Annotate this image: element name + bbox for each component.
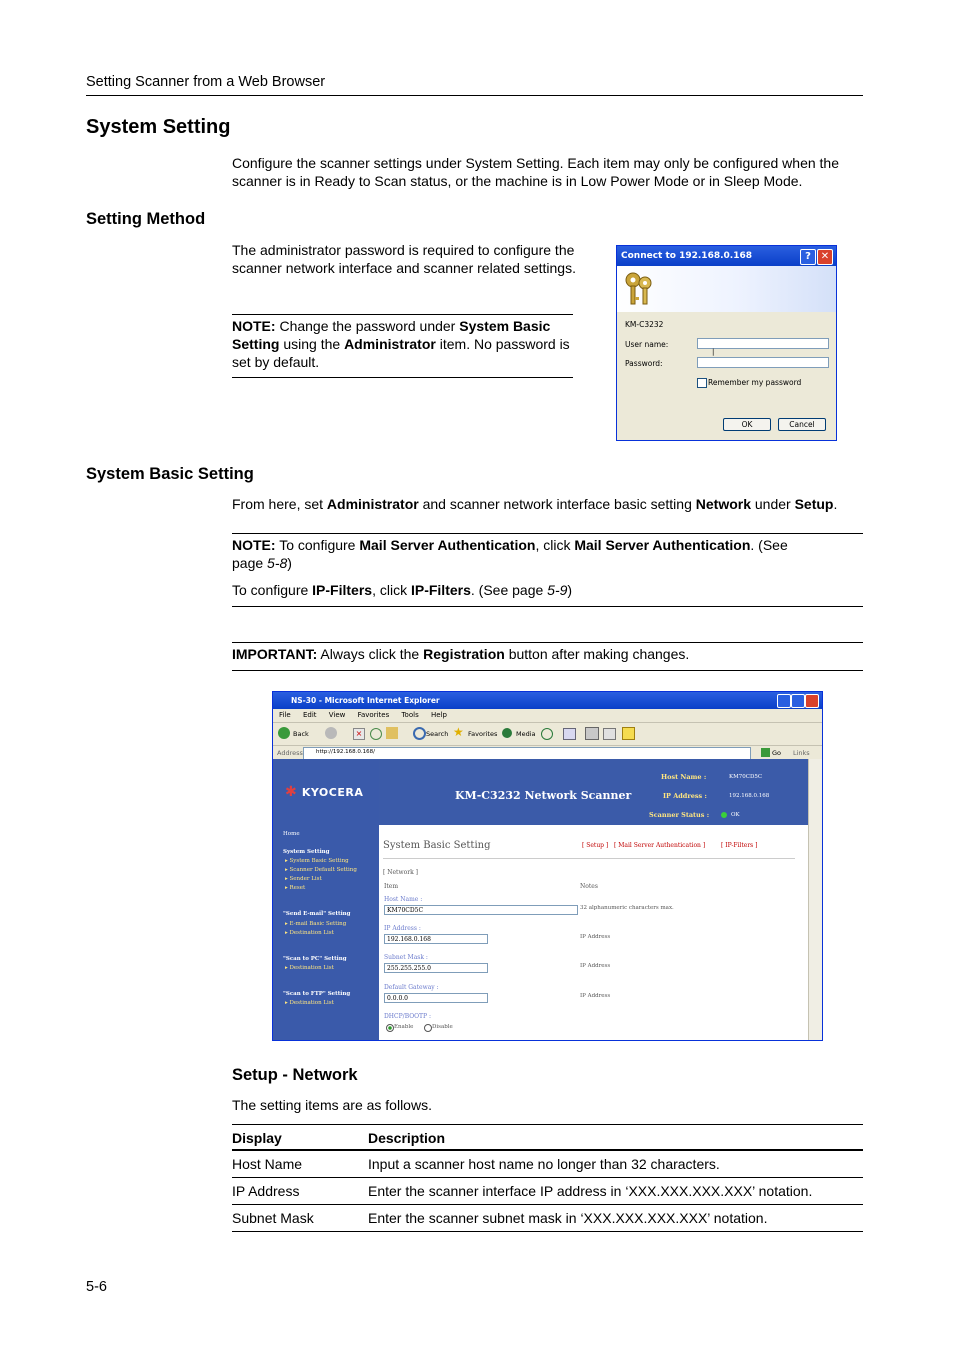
- browser-menubar: [273, 709, 822, 723]
- print-icon[interactable]: [585, 727, 599, 740]
- media-label[interactable]: Media: [516, 730, 536, 738]
- nav-scanner-default[interactable]: ▸ Scanner Default Setting: [285, 867, 357, 873]
- subnet-field-label: Subnet Mask :: [384, 954, 428, 961]
- history-icon[interactable]: [541, 728, 553, 740]
- table-cell-description: Enter the scanner subnet mask in ‘XXX.XXX.XXX.XXX’ notation.: [368, 1210, 768, 1226]
- nav-reset[interactable]: ▸ Reset: [285, 885, 306, 891]
- forward-icon[interactable]: [325, 727, 337, 739]
- cancel-button[interactable]: Cancel: [778, 418, 826, 431]
- system-basic-heading: System Basic Setting: [86, 465, 254, 483]
- dialog-title: Connect to 192.168.0.168: [621, 251, 752, 261]
- dialog-titlebar: [617, 246, 836, 266]
- address-label: Address: [277, 749, 303, 757]
- network-section-label: [ Network ]: [383, 869, 418, 876]
- nav-sidebar: [273, 759, 379, 1041]
- mail-icon[interactable]: [563, 728, 576, 740]
- host-name-label: Host Name :: [661, 773, 707, 781]
- table-row: [232, 1151, 863, 1178]
- gateway-input[interactable]: 0.0.0.0: [384, 993, 488, 1003]
- stop-icon[interactable]: ×: [353, 728, 365, 740]
- host-name-note: 32 alphanumeric characters max.: [580, 905, 674, 911]
- nav-email-basic[interactable]: ▸ E-mail Basic Setting: [285, 921, 347, 927]
- host-name-input[interactable]: KM70CD5C: [384, 905, 578, 915]
- setting-method-heading: Setting Method: [86, 210, 206, 228]
- scanner-status-value: OK: [731, 812, 740, 818]
- go-icon[interactable]: [761, 748, 770, 757]
- menu-tools[interactable]: Tools: [401, 711, 419, 719]
- search-label[interactable]: Search: [426, 730, 449, 738]
- keys-icon: [623, 271, 657, 307]
- close-icon[interactable]: [805, 694, 819, 708]
- header-rule: [86, 95, 863, 96]
- item-column-header: Item: [384, 883, 399, 890]
- column-header-description: Description: [368, 1130, 446, 1146]
- important-note: IMPORTANT: Always click the Registration button after making changes.: [232, 646, 690, 662]
- dhcp-enable-radio[interactable]: [386, 1024, 394, 1032]
- address-input[interactable]: http://192.168.0.168/: [303, 747, 751, 761]
- dialog-banner: [617, 266, 836, 312]
- notes-column-header: Notes: [580, 883, 598, 890]
- table-cell-description: Enter the scanner interface IP address in ‘XXX.XXX.XXX.XXX’ notation.: [368, 1183, 813, 1199]
- nav-ftp-destinations[interactable]: ▸ Destination List: [285, 1000, 334, 1006]
- ip-address-value: 192.168.0.168: [729, 793, 770, 799]
- important-rule-top: [232, 642, 863, 643]
- gateway-field-label: Default Gateway :: [384, 984, 439, 991]
- table-row: [232, 1178, 863, 1205]
- nav-scan-to-pc[interactable]: "Scan to PC" Setting: [283, 956, 347, 962]
- minimize-icon[interactable]: [777, 694, 791, 708]
- table-cell-display: Subnet Mask: [232, 1210, 314, 1226]
- ip-address-label: IP Address :: [663, 792, 707, 800]
- favorites-icon[interactable]: ★: [453, 725, 464, 739]
- tab-ip-filters[interactable]: [ IP-Filters ]: [721, 842, 758, 849]
- go-button[interactable]: Go: [772, 749, 782, 757]
- links-label[interactable]: Links: [793, 749, 810, 757]
- dhcp-disable-label: Disable: [432, 1024, 453, 1030]
- back-icon[interactable]: [278, 727, 290, 739]
- page-content: [381, 828, 807, 1041]
- table-cell-display: IP Address: [232, 1183, 300, 1199]
- nav-system-basic[interactable]: ▸ System Basic Setting: [285, 858, 349, 864]
- browser-window: [272, 691, 823, 1041]
- setting-method-note: NOTE: Change the password under System Basic Setting using the Administrator item. No password is set by default.: [232, 318, 570, 370]
- ip-field-label: IP Address :: [384, 925, 421, 932]
- nav-email-destinations[interactable]: ▸ Destination List: [285, 930, 334, 936]
- page-heading: System Basic Setting: [383, 840, 491, 851]
- search-icon[interactable]: [413, 727, 426, 740]
- menu-file[interactable]: File: [279, 711, 291, 719]
- table-header-row: [232, 1124, 863, 1151]
- menu-favorites[interactable]: Favorites: [357, 711, 390, 719]
- scanner-status-label: Scanner Status :: [649, 811, 710, 819]
- kyocera-logo: ✱ KYOCERA: [285, 784, 364, 800]
- menu-view[interactable]: View: [328, 711, 346, 719]
- login-dialog: [616, 245, 837, 441]
- ip-note: IP Address: [580, 934, 611, 940]
- browser-titlebar: [273, 692, 822, 709]
- gateway-note: IP Address: [580, 993, 611, 999]
- subnet-input[interactable]: 255.255.255.0: [384, 963, 488, 973]
- note-rule-bottom: [232, 377, 573, 378]
- intro-paragraph: Configure the scanner settings under System Setting. Each item may only be configured when the scanner is in Ready to Scan status, or the machine is in Low Power Mode or in Sleep Mode.: [232, 155, 840, 189]
- dhcp-enable-label: Enable: [394, 1024, 414, 1030]
- nav-home[interactable]: Home: [283, 831, 300, 837]
- messenger-icon[interactable]: [622, 727, 635, 740]
- nav-scan-to-ftp[interactable]: "Scan to FTP" Setting: [283, 991, 351, 997]
- mail-auth-note: NOTE: To configure Mail Server Authentication, click Mail Server Authentication. (See page 5-8): [232, 537, 788, 571]
- edit-icon[interactable]: [603, 728, 616, 740]
- column-header-display: Display: [232, 1130, 282, 1146]
- tab-mail-auth[interactable]: [ Mail Server Authentication ]: [614, 842, 706, 849]
- dhcp-disable-radio[interactable]: [424, 1024, 432, 1032]
- nav-pc-destinations[interactable]: ▸ Destination List: [285, 965, 334, 971]
- dhcp-field-label: DHCP/BOOTP :: [384, 1013, 432, 1020]
- menu-edit[interactable]: Edit: [302, 711, 317, 719]
- vertical-scrollbar[interactable]: [808, 759, 822, 1041]
- note2-rule-bottom: [232, 606, 863, 607]
- nav-system-setting[interactable]: System Setting: [283, 849, 330, 855]
- password-input[interactable]: [697, 357, 829, 368]
- remember-checkbox[interactable]: [697, 378, 707, 388]
- page-banner: [379, 759, 811, 825]
- home-icon[interactable]: [386, 727, 398, 739]
- system-basic-text: From here, set Administrator and scanner network interface basic setting Network under Setup.: [232, 496, 838, 512]
- favorites-label[interactable]: Favorites: [468, 730, 498, 738]
- settings-table: [232, 1124, 863, 1232]
- ip-input[interactable]: 192.168.0.168: [384, 934, 488, 944]
- product-name: KM-C3232 Network Scanner: [455, 789, 632, 802]
- table-row: [232, 1205, 863, 1232]
- host-name-field-label: Host Name :: [384, 896, 423, 903]
- close-button[interactable]: ✕: [817, 249, 833, 265]
- username-label: User name:: [625, 340, 669, 349]
- media-icon[interactable]: [502, 728, 512, 738]
- important-rule-bottom: [232, 670, 863, 671]
- table-cell-description: Input a scanner host name no longer than 32 characters.: [368, 1156, 720, 1172]
- web-page: [273, 759, 811, 1041]
- password-label: Password:: [625, 359, 663, 368]
- maximize-icon[interactable]: [791, 694, 805, 708]
- help-button[interactable]: ?: [800, 249, 816, 265]
- page-number: 5-6: [86, 1279, 107, 1295]
- refresh-icon[interactable]: [370, 728, 382, 740]
- nav-send-email[interactable]: "Send E-mail" Setting: [283, 911, 351, 917]
- menu-help[interactable]: Help: [430, 711, 447, 719]
- back-label[interactable]: Back: [293, 730, 309, 738]
- setting-method-text: The administrator password is required to configure the scanner network interface and scanner related settings.: [232, 242, 576, 276]
- note2-rule-top: [232, 533, 863, 534]
- nav-sender-list[interactable]: ▸ Sender List: [285, 876, 322, 882]
- ok-button[interactable]: OK: [723, 418, 771, 431]
- remember-label: Remember my password: [708, 378, 802, 387]
- running-header: Setting Scanner from a Web Browser: [86, 74, 326, 90]
- browser-title: NS-30 - Microsoft Internet Explorer: [291, 696, 440, 705]
- setup-network-heading: Setup - Network: [232, 1066, 358, 1084]
- ip-filters-note: To configure IP-Filters, click IP-Filters. (See page 5-9): [232, 582, 573, 598]
- content-divider: [383, 858, 795, 859]
- subnet-note: IP Address: [580, 963, 611, 969]
- browser-toolbar: [273, 723, 822, 746]
- section-title: System Setting: [86, 116, 231, 138]
- status-ok-icon: [721, 812, 727, 818]
- note-rule-top: [232, 314, 573, 315]
- username-input[interactable]: |: [697, 338, 829, 349]
- table-cell-display: Host Name: [232, 1156, 303, 1172]
- device-label: KM-C3232: [625, 320, 664, 329]
- setup-network-text: The setting items are as follows.: [232, 1097, 432, 1113]
- tab-setup[interactable]: [ Setup ]: [582, 842, 609, 849]
- host-name-value: KM70CD5C: [729, 774, 763, 780]
